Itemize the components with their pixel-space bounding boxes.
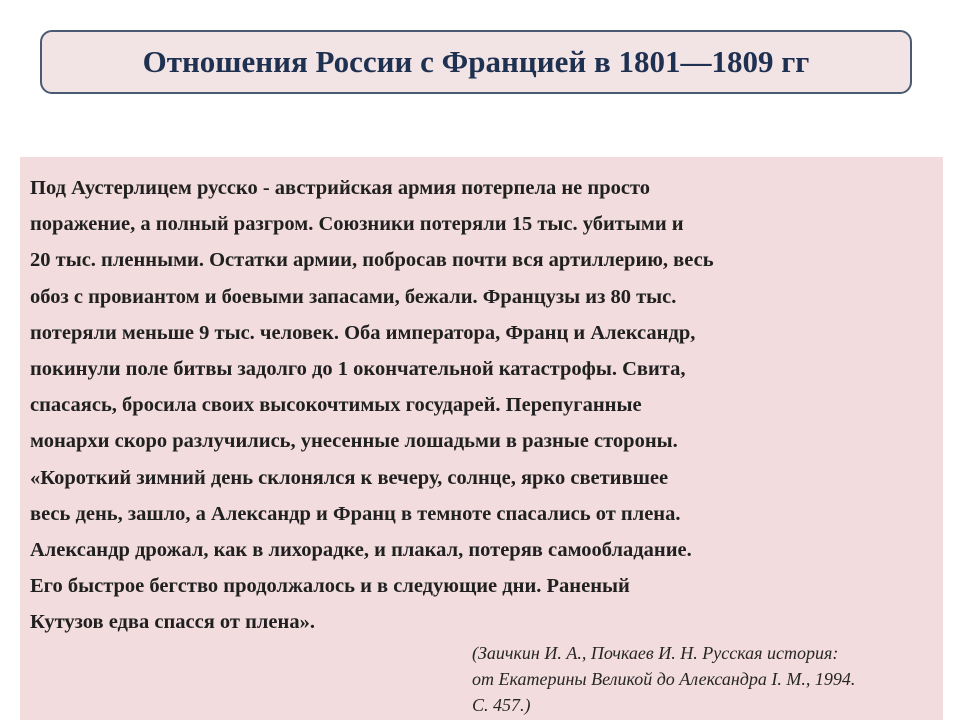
body-line: поражение, а полный разгром. Союзники потеряли 15 тыс. убитыми и (30, 213, 684, 236)
body-line: Под Аустерлицем русско - австрийская армия потерпела не просто (30, 177, 650, 199)
body-line: покинули поле битвы задолго до 1 окончательной катастрофы. Свита, (30, 358, 686, 381)
citation-line: С. 457.) (472, 695, 531, 715)
citation-line: (Заичкин И. А., Почкаев И. Н. Русская история: (472, 643, 839, 663)
body-line: 20 тыс. пленными. Остатки армии, побросав почти вся артиллерию, весь (30, 249, 714, 272)
body-text (30, 170, 935, 641)
slide-title: Отношения России с Францией в 1801—1809 гг (142, 44, 810, 79)
citation-line: от Екатерины Великой до Александра I. М., 1994. (472, 669, 856, 689)
body-line: «Короткий зимний день склонялся к вечеру, солнце, ярко светившее (30, 466, 669, 489)
body-line: монархи скоро разлучились, унесенные лошадьми в разные стороны. (30, 430, 678, 453)
citation (472, 640, 932, 718)
body-line: обоз с провиантом и боевыми запасами, бежали. Французы из 80 тыс. (30, 285, 677, 308)
content-panel (20, 157, 943, 720)
body-line: потеряли меньше 9 тыс. человек. Оба императора, Франц и Александр, (30, 321, 696, 344)
body-line: весь день, зашло, а Александр и Франц в темноте спасались от плена. (30, 502, 681, 525)
body-line: Его быстрое бегство продолжалось и в следующие дни. Раненый (30, 575, 630, 598)
body-line: спасаясь, бросила своих высокочтимых государей. Перепуганные (30, 394, 642, 417)
body-line: Александр дрожал, как в лихорадке, и плакал, потеряв самообладание. (30, 539, 692, 562)
title-banner (40, 30, 912, 94)
body-line: Кутузов едва спасся от плена». (30, 611, 315, 634)
